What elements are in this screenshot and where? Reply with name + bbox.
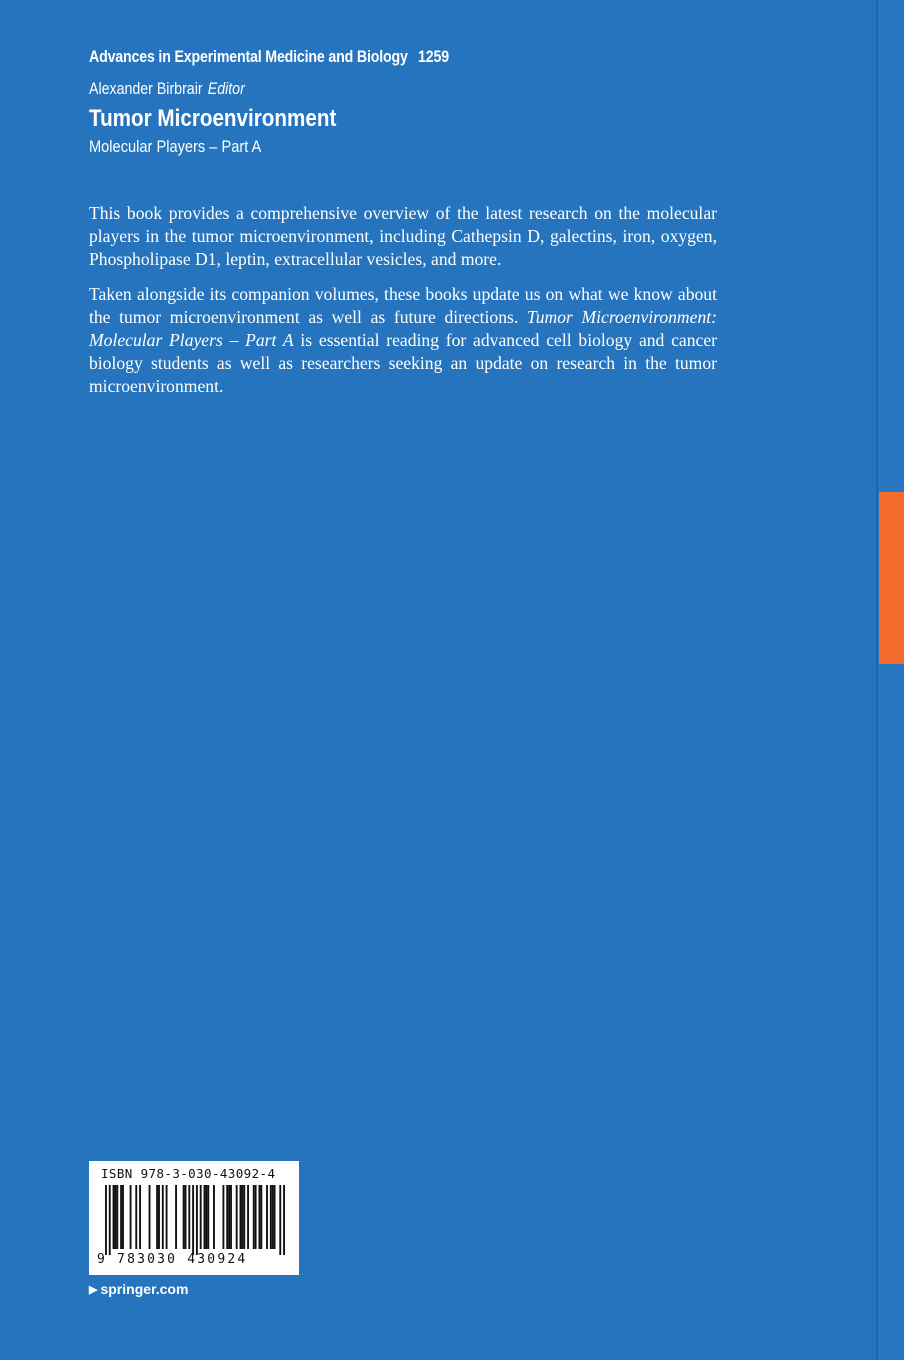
isbn-label: ISBN 978-3-030-43092-4 [101, 1166, 276, 1181]
description-paragraph-2 [89, 283, 717, 398]
barcode-bar [162, 1185, 164, 1249]
barcode-bar [226, 1185, 228, 1249]
barcode-bar [175, 1185, 177, 1249]
spine-area [878, 0, 904, 1360]
barcode-bar [149, 1185, 151, 1249]
barcode-bar [260, 1185, 262, 1249]
barcode-bar [253, 1185, 255, 1249]
isbn-barcode-box [89, 1161, 299, 1275]
barcode-bar [240, 1185, 242, 1249]
publisher-website: springer.com [100, 1281, 189, 1297]
barcode-bar [114, 1185, 116, 1249]
barcode-bar [270, 1185, 272, 1249]
barcode-bar [266, 1185, 268, 1249]
book-description [89, 202, 717, 410]
chevron-right-icon: ▶ [89, 1284, 98, 1296]
barcode-bar [200, 1185, 202, 1249]
barcode-bar [236, 1185, 238, 1249]
barcode-bar [279, 1185, 281, 1255]
barcode-bar [130, 1185, 132, 1249]
editor-role: Editor [207, 80, 245, 98]
barcode-bar [213, 1185, 215, 1249]
barcode-bar [139, 1185, 141, 1249]
barcode-bar [272, 1185, 274, 1249]
description-paragraph-1: This book provides a comprehensive overview of the latest research on the molecular players in the tumor microenvironment, including Cathepsin D, galectins, iron, oxygen, Phospholipase D1, leptin, extracellular vesicles, and more. [89, 203, 717, 269]
barcode-bar [135, 1185, 137, 1249]
paragraph-2-end: is essential reading for advanced cell biology and cancer biology students as well as researchers seeking an update on research in the tumor microenvironment. [89, 330, 718, 396]
editor-name: Alexander Birbrair [89, 80, 203, 98]
barcode-bar [247, 1185, 249, 1249]
barcode-bar [196, 1185, 198, 1255]
paragraph-2-start: Taken alongside its companion volumes, these books update us on what we know about the tumor microenvironment as well as future directions. [89, 284, 717, 327]
series-line [89, 44, 691, 70]
barcode-bar [166, 1185, 168, 1249]
barcode-bar [116, 1185, 118, 1249]
barcode-bar [243, 1185, 245, 1249]
barcode-bar [204, 1185, 206, 1249]
barcode-bar [241, 1185, 243, 1249]
barcode-bar [192, 1185, 194, 1255]
barcode-bar [120, 1185, 122, 1249]
barcode-bar [188, 1185, 190, 1249]
barcode-bar [156, 1185, 158, 1249]
volume-number: 1259 [418, 48, 449, 66]
barcode-bar [274, 1185, 276, 1249]
barcode-bar [105, 1185, 107, 1255]
barcode-bar [109, 1185, 111, 1255]
publisher-link[interactable] [89, 1280, 188, 1299]
barcode-bar [255, 1185, 257, 1249]
paragraph-2-italic-title: Tumor Microenvironment: Molecular Players – Part A [89, 307, 717, 350]
cover-header [89, 44, 789, 158]
barcode-bar [183, 1185, 185, 1249]
barcode-bar [228, 1185, 230, 1249]
book-subtitle: Molecular Players – Part A [89, 137, 262, 156]
barcode-bar [122, 1185, 124, 1249]
barcode-bar [113, 1185, 115, 1249]
barcode-bars [105, 1185, 285, 1255]
barcode-bar [230, 1185, 232, 1249]
barcode-bar [207, 1185, 209, 1249]
barcode-bar [222, 1185, 224, 1249]
barcode-bar [185, 1185, 187, 1249]
barcode-digits: 9 783030 430924 [97, 1252, 248, 1267]
series-title: Advances in Experimental Medicine and Biology [89, 48, 408, 66]
book-title: Tumor Microenvironment [89, 105, 337, 132]
barcode-bar [158, 1185, 160, 1249]
barcode-bar [205, 1185, 207, 1249]
barcode-bar [283, 1185, 285, 1255]
barcode-bar [258, 1185, 260, 1249]
editor-line [89, 78, 691, 100]
accent-tab [879, 492, 904, 664]
